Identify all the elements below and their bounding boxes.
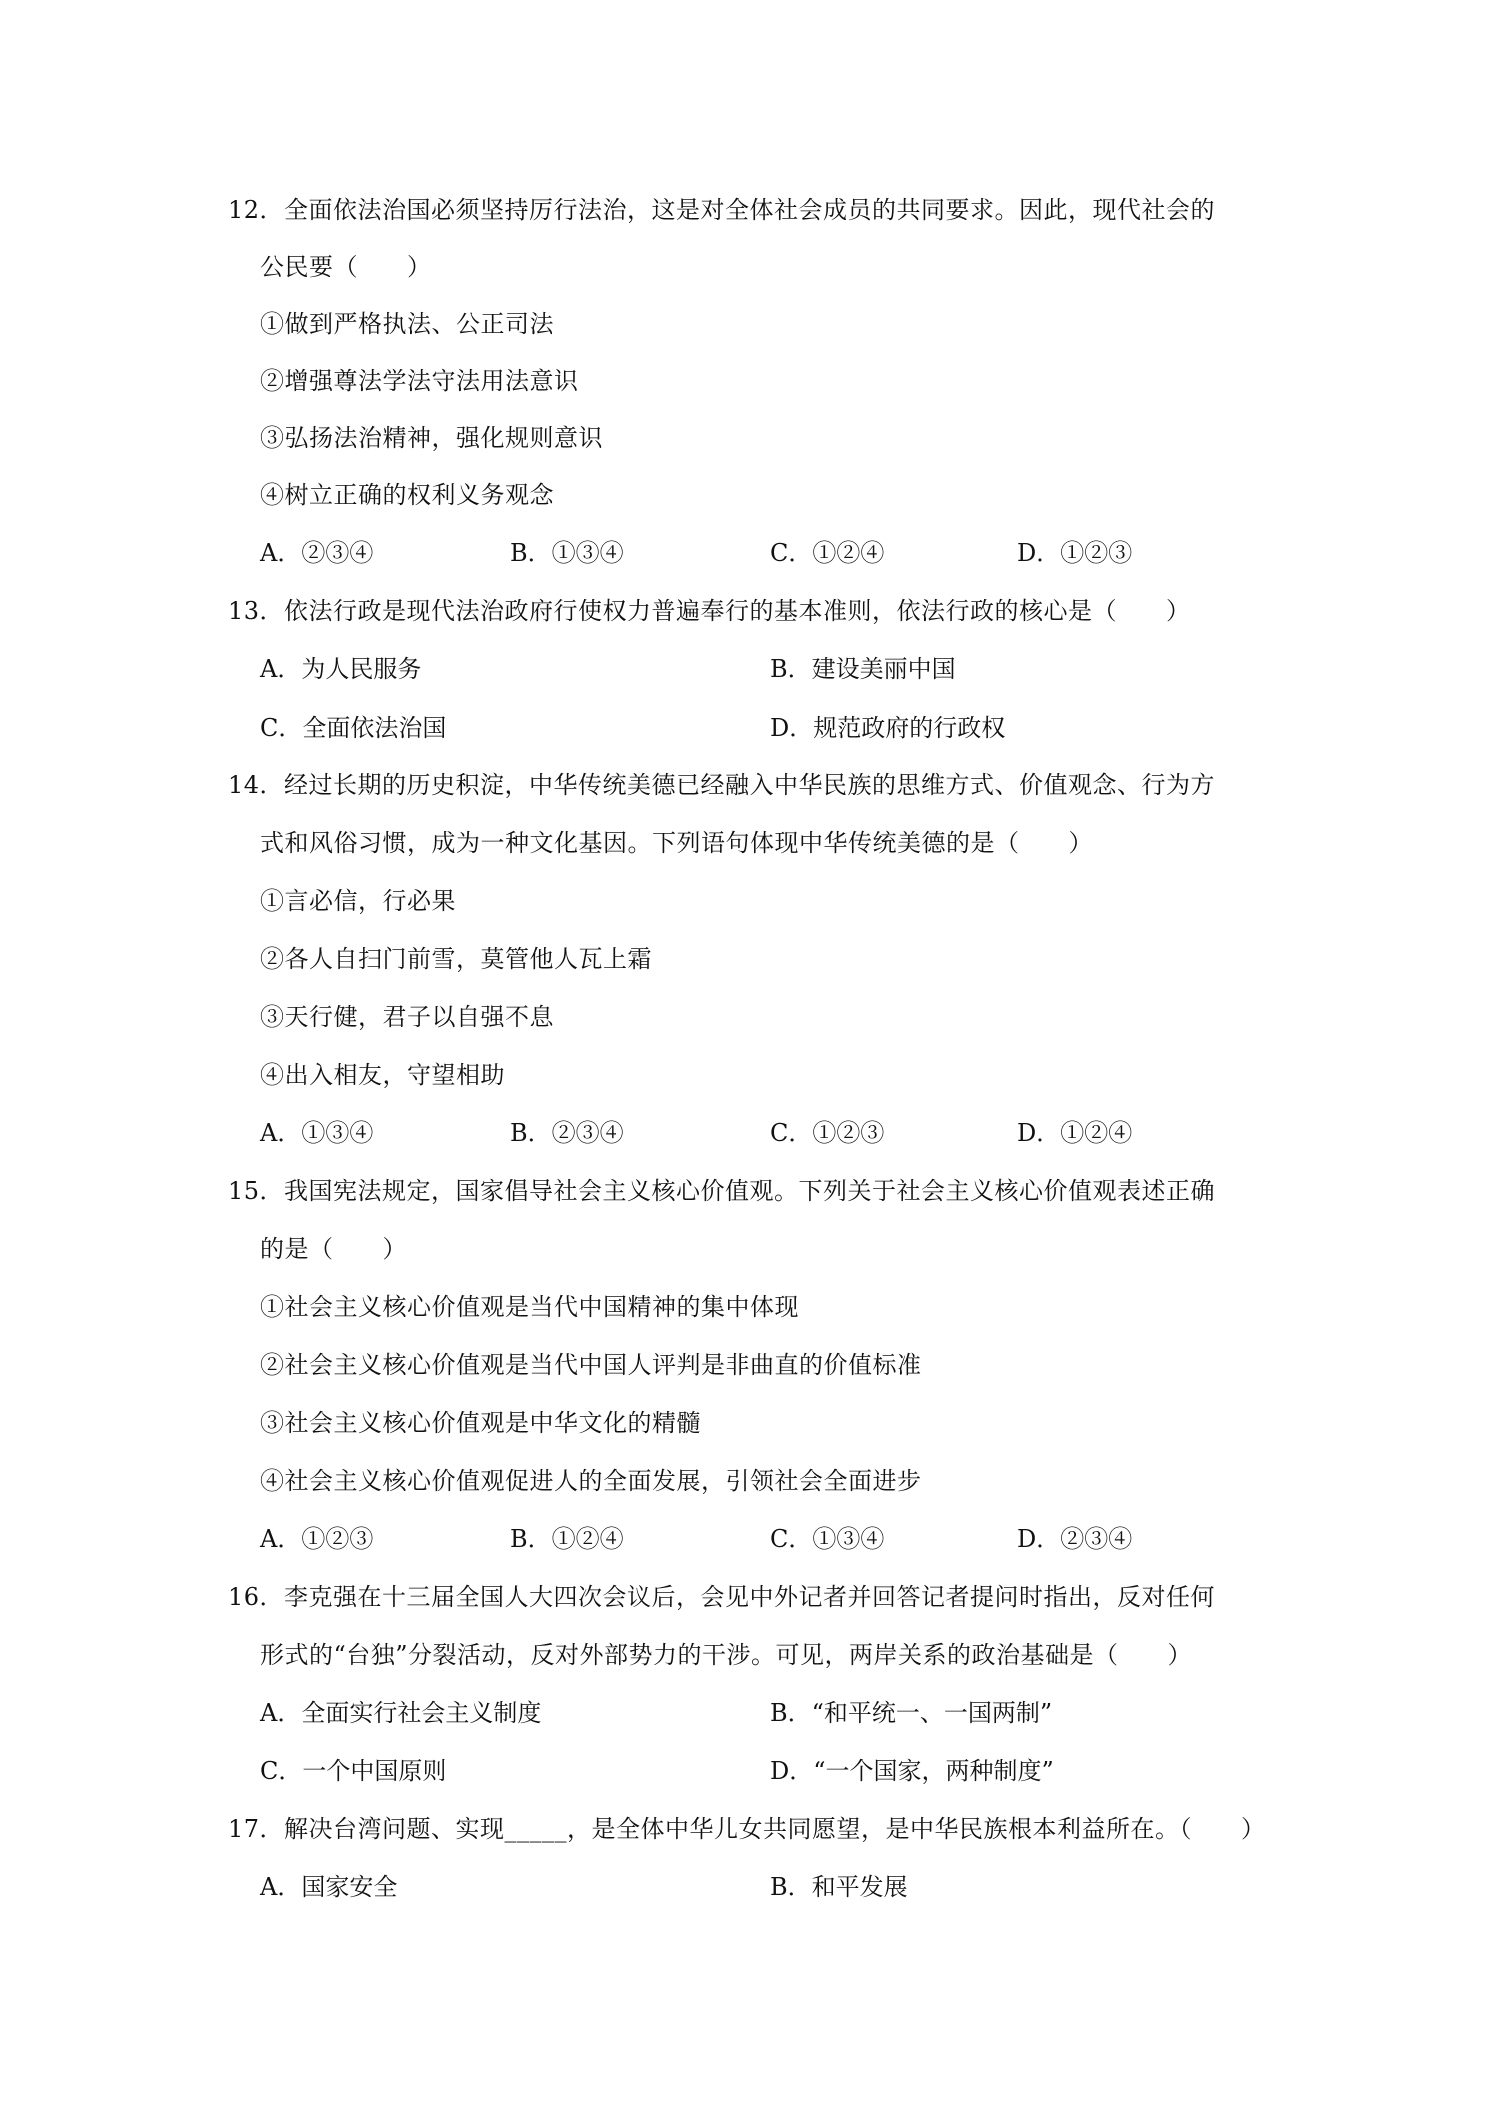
question-16-option-a: A．全面实行社会主义制度 (260, 1699, 542, 1727)
question-12-statement-2: ②增强尊法学法守法用法意识 (260, 367, 579, 395)
question-12-stem-line-1: 12．全面依法治国必须坚持厉行法治，这是对全体社会成员的共同要求。因此，现代社会的 (228, 196, 1216, 224)
question-14-stem-line-2: 式和风俗习惯，成为一种文化基因。下列语句体现中华传统美德的是（ ） (260, 829, 1093, 857)
question-15-option-a: A．①②③ (260, 1525, 374, 1553)
question-12-statement-1: ①做到严格执法、公正司法 (260, 310, 554, 338)
question-14-statement-2: ②各人自扫门前雪，莫管他人瓦上霜 (260, 945, 652, 973)
question-15-option-c: C．①③④ (770, 1525, 885, 1553)
question-15-stem-line-2: 的是（ ） (260, 1235, 407, 1263)
question-15-statement-4: ④社会主义核心价值观促进人的全面发展，引领社会全面进步 (260, 1467, 922, 1495)
question-16-stem-line-2: 形式的“台独”分裂活动，反对外部势力的干涉。可见，两岸关系的政治基础是（ ） (260, 1641, 1193, 1669)
question-15-statement-2: ②社会主义核心价值观是当代中国人评判是非曲直的价值标准 (260, 1351, 922, 1379)
question-14-statement-4: ④出入相友，守望相助 (260, 1061, 505, 1089)
question-13-option-a: A．为人民服务 (260, 655, 422, 683)
question-14-option-c: C．①②③ (770, 1119, 885, 1147)
question-12-statement-4: ④树立正确的权利义务观念 (260, 481, 554, 509)
question-13-stem-line-1: 13．依法行政是现代法治政府行使权力普遍奉行的基本准则，依法行政的核心是（ ） (228, 597, 1191, 625)
question-16-option-c: C．一个中国原则 (260, 1757, 447, 1785)
question-15-statement-1: ①社会主义核心价值观是当代中国精神的集中体现 (260, 1293, 799, 1321)
question-14-statement-1: ①言必信，行必果 (260, 887, 456, 915)
question-16-option-b: B．“和平统一、一国两制” (770, 1699, 1053, 1727)
question-14-option-d: D．①②④ (1017, 1119, 1133, 1147)
question-12-stem-line-2: 公民要（ ） (260, 253, 432, 281)
question-12-option-c: C．①②④ (770, 539, 885, 567)
question-13-option-b: B．建设美丽中国 (770, 655, 956, 683)
question-17-option-b: B．和平发展 (770, 1873, 908, 1901)
question-12-option-d: D．①②③ (1017, 539, 1133, 567)
question-16-stem-line-1: 16．李克强在十三届全国人大四次会议后，会见中外记者并回答记者提问时指出，反对任何 (228, 1583, 1216, 1611)
question-12-option-a: A．②③④ (260, 539, 374, 567)
question-14-option-b: B．②③④ (510, 1119, 624, 1147)
question-14-option-a: A．①③④ (260, 1119, 374, 1147)
question-12-option-b: B．①③④ (510, 539, 624, 567)
question-12-statement-3: ③弘扬法治精神，强化规则意识 (260, 424, 603, 452)
question-14-stem-line-1: 14．经过长期的历史积淀，中华传统美德已经融入中华民族的思维方式、价值观念、行为方 (228, 771, 1216, 799)
question-15-option-d: D．②③④ (1017, 1525, 1133, 1553)
question-13-option-c: C．全面依法治国 (260, 714, 447, 742)
question-16-option-d: D．“一个国家，两种制度” (770, 1757, 1054, 1785)
question-15-statement-3: ③社会主义核心价值观是中华文化的精髓 (260, 1409, 701, 1437)
question-15-stem-line-1: 15．我国宪法规定，国家倡导社会主义核心价值观。下列关于社会主义核心价值观表述正确 (228, 1177, 1216, 1205)
question-17-stem-line-1: 17．解决台湾问题、实现_____，是全体中华儿女共同愿望，是中华民族根本利益所在。（ ） (228, 1815, 1266, 1843)
question-17-option-a: A．国家安全 (260, 1873, 398, 1901)
question-14-statement-3: ③天行健，君子以自强不息 (260, 1003, 554, 1031)
question-13-option-d: D．规范政府的行政权 (770, 714, 1006, 742)
question-15-option-b: B．①②④ (510, 1525, 624, 1553)
